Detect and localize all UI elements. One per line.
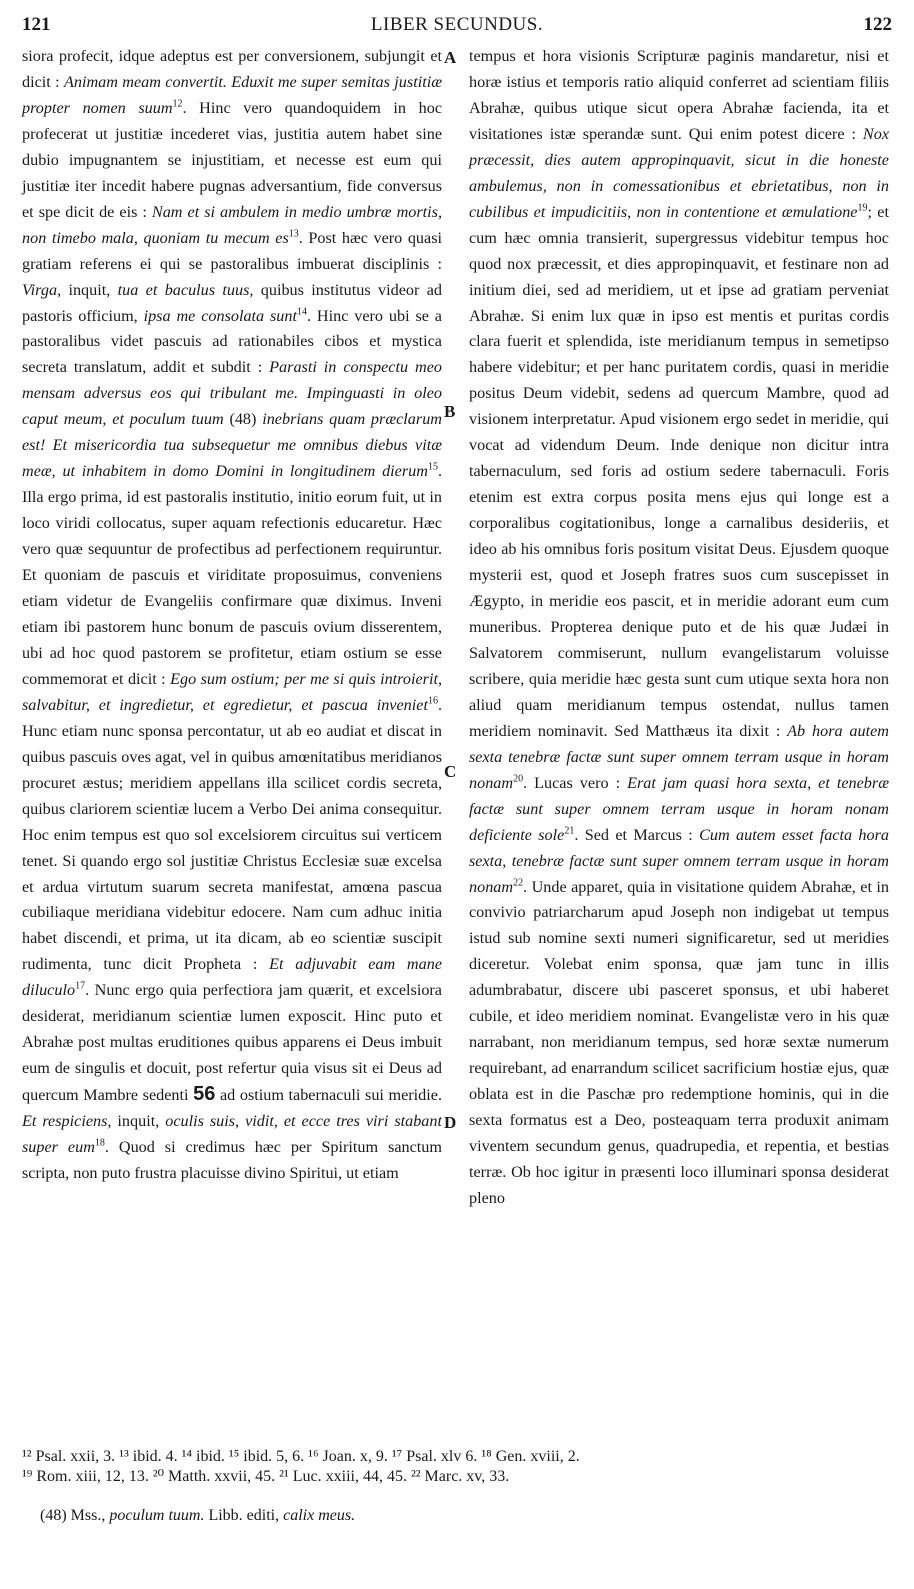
right-page-number: 122: [863, 14, 892, 35]
running-header: [22, 14, 892, 42]
right-column: [469, 44, 889, 1212]
footnotes-references: [22, 1447, 892, 1487]
margin-letter-c: C: [444, 762, 457, 781]
left-page-number: 121: [22, 14, 51, 35]
inline-page-marker: 56: [193, 1083, 216, 1106]
running-title: LIBER SECUNDUS.: [370, 14, 544, 35]
footnote-line: ¹² Psal. xxii, 3. ¹³ ibid. 4. ¹⁴ ibid. ¹⁵ ibid. 5, 6. ¹⁶ Joan. x, 9. ¹⁷ Psal. xlv 6. ¹⁸ Gen. xviii, 2.: [22, 1448, 580, 1465]
left-column-text: siora profecit, idque adeptus est per conversionem, subjungit et dicit : Animam meam convertit. Eduxit me super semitas justitiæ propter nomen suum$^{12}$. Hinc vero quandoquidem in hoc profecerat ut justitiæ incederet vias, justitia autem habet sine dubio impugnantem se injustitiam, et necesse est eum qui justitiæ iter incedit habere pugnas adversantium, fide conversus et spe dicit de eis : Nam et si ambulem in medio umbræ mortis, non timebo mala, quoniam tu mecum $es^{13}$. Post hæc vero quasi gratiam referens ei qui se pastoralibus imbuerat disciplinis : Virga, inquit, tua et baculus tuus, quibus institutus videor ad pastoris officium, ipsa me consolata sunt$^{14}$. Hinc vero ubi se a pastoralibus videt pascuis ad rationabiles cibos et mystica secreta translatum, addit et subdit : Parasti in conspectu meo mensam adversus eos qui tribulant me. Impinguasti in oleo caput meum, et poculum tuum (48) inebrians quam præclarum est! Et misericordia tua subsequetur me omnibus diebus vitæ meæ, ut inhabitem in domo Domini in longitudinem dierum$^{15}$. Illa ergo prima, id est pastoralis institutio, initio eorum fuit, ut in loco viridi collocatus, super aquam refectionis educaretur. Hæc vero quæ sequuntur de profectibus ad perfectionem requiruntur. Et quoniam de pascuis et viriditate proposuimus, conveniens etiam videtur de Evangeliis confirmare quæ diximus. Inveni etiam ibi pastorem hunc bonum de pascuis ovium disserentem, ubi ad hoc quod pastorem se profitetur, etiam ostium se esse commemorat et dicit : Ego sum ostium; per me si quis introierit, salvabitur, et ingredietur, et egredietur, et pascua inveniet$^{16}$. Hunc etiam nunc sponsa percontatur, ut ab eo audiat et discat in quibus pascuis oves agat, vel in quibus amœnitatibus meridianos procuret æstus; meridiem appellans illa scilicet cordis secreta, quibus clariorem scientiæ lucem a Verbo Dei anima consequitur. Hoc enim tempus est quo sol excelsiorem circuitus sui verticem tenet. Si quando ergo sol justitiæ Christus Ecclesiæ suæ excelsa et ardua virtutum suarum secreta manifestat, amœna pascua cubiliaque meridiana videbitur edocere. Nam cum adhuc initia habet discendi, et prima, ut ita dicam, ab eo scientiæ suscipit rudimenta, tunc dicit Propheta : Et adjuvabit eam mane diluculo$^{17}$. Nunc ergo quia perfectiora jam quærit, et excelsiora desiderat, meridianum scientiæ lumen exposcit. Hinc puto et Abrahæ post multas eruditiones quibus apparens ei Deus imbuit eum de singulis et docuit, post refertur quia visus sit ei Deus ad quercum Mambre sedenti 56 ad ostium tabernaculi sui meridie. Et respiciens, inquit, oculis suis, vidit, et ecce tres viri stabant super eum$^{18}$. Quod si credimus hæc per Spiritum sanctum scripta, non puto frustra placuisse divino Spiritui, ut etiam: [22, 47, 442, 1182]
margin-letter-d: D: [444, 1113, 457, 1132]
footnote-variant: (48) Mss., poculum tuum. Libb. editi, calix meus.: [40, 1507, 356, 1524]
left-column: [22, 44, 442, 1187]
right-column-text: tempus et hora visionis Scripturæ paginis mandaretur, nisi et horæ istius et temporis ratio aliquid conferret ad scientiam filiis Abrahæ, quibus utique sicut opera Abrahæ facienda, ita et visitationes istæ sperandæ sunt. Qui enim potest dicere : Nox præcessit, dies autem appropinquavit, sicut in die honeste ambulemus, non in comessationibus et ebrietatibus, non in cubilibus et impudicitiis, non in contentione et æmulatione$^{19}$; et cum hæc omnia transierit, supergressus videbitur tempus hoc quod nox præcessit, et dies appropinquavit, et festinare non ad initium diei, sed ad meridiem, ut et ipse ad gratiam perveniat Abrahæ. Si enim lux quæ in ipso est mentis et puritas cordis clara fuerit et splendida, iste meridianum tempus in semetipso habere videbitur; et per hanc puritatem cordis, quasi in meridie positus Deum videbit, sedens ad quercum Mambre, quod ad visionem interpretatur. Apud visionem ergo sedet in meridie, qui vocat ad videndum Deum. Inde denique non dicitur intra tabernaculum, sed foris ad ostium sedere tabernaculi. Foris etenim est extra corpus posita mens ejus qui longe est a corporalibus cogitationibus, longe a carnalibus desideriis, et ideo ab his omnibus foris positum visitat Deus. Ejusdem quoque mysterii est, quod et Joseph fratres suos cum suscepisset in Ægypto, in meridie eos pascit, et in meridie adorant eum cum muneribus. Propterea denique puto et de his quæ Judæi in Salvatorem commiserunt, nullum evangelistarum voluisse scribere, quia meridie hæc gesta sunt cum utique sexta hora non aliud quam meridianum tempus ostendat, nullus tamen meridiem nominavit. Sed Matthæus ita dixit : Ab hora autem sexta tenebræ factæ sunt super omnem terram usque in horam nonam$^{20}$. Lucas vero : Erat jam quasi hora sexta, et tenebræ factæ sunt super omnem terram usque in horam nonam deficiente sole$^{21}$. Sed et Marcus : Cum autem esset facta hora sexta, tenebræ factæ sunt super omnem terram usque in horam nonam$^{22}$. Unde apparet, quia in visitatione quidem Abrahæ, et in convivio patriarcharum apud Joseph non indigebat ut tempus istud sub nomine sexti numeri significaretur, sed ut meridies diceretur. Volebat enim sponsa, quæ jam tunc in illis adumbrabatur, discere ubi pasceret sponsus, et ubi haberet cubile, et ideo meridiem nominat. Evangelistæ vero in his quæ narrabant, non meridianum tempus, sed horæ sextæ numerum requirebant, ad enarrandum scilicet sacrificium hostiæ ejus, quæ oblata est in die Paschæ pro redemptione hominis, qui in die sexta formatus est a Deo, posteaquam terra produxit animam viventem secundum genus, quadrupedia, et repentia, et bestias terræ. Ob hoc igitur in præsenti loco illuminari sponsa desiderat pleno: [469, 47, 889, 1207]
footnote-line: ¹⁹ Rom. xiii, 12, 13. ²⁰ Matth. xxvii, 45. ²¹ Luc. xxiii, 44, 45. ²² Marc. xv, 33.: [22, 1468, 510, 1485]
margin-letter-a: A: [444, 48, 457, 67]
margin-letter-b: B: [444, 402, 456, 421]
